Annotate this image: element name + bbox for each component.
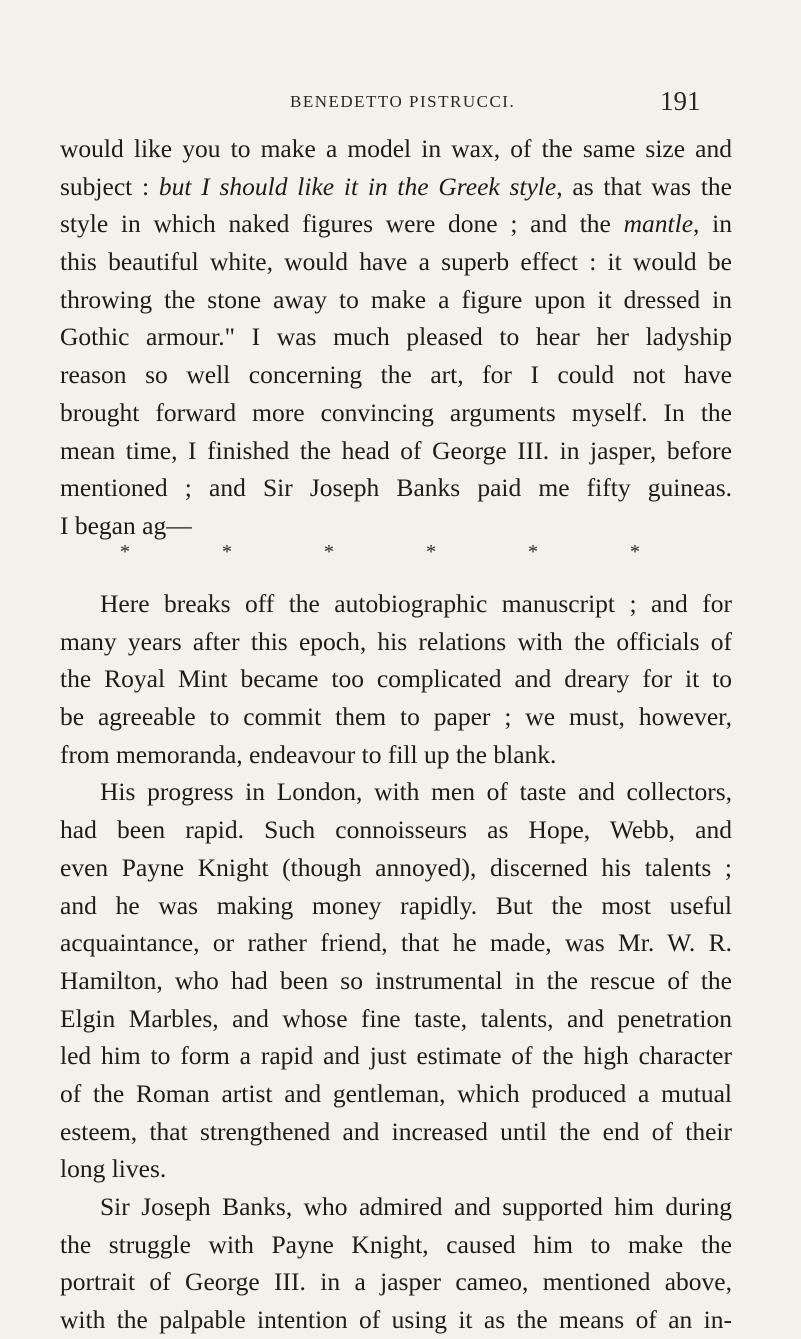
page-number: 191 — [660, 86, 701, 116]
text-line: and he was making money rapidly. But the most useful — [60, 890, 732, 920]
text-line: the struggle with Payne Knight, caused him to make the — [60, 1229, 732, 1259]
italic-text: mantle — [623, 209, 694, 239]
italic-text: but I should like it in the Greek style — [158, 171, 557, 201]
text-line: Gothic armour." I was much pleased to hear her ladyship — [60, 322, 732, 352]
asterisk: * — [630, 541, 640, 563]
text-line: mentioned ; and Sir Joseph Banks paid me fifty guineas. — [60, 473, 732, 503]
paragraph-letter-quote — [60, 130, 732, 545]
text-line: of the Roman artist and gentleman, which produced a mutual — [60, 1078, 732, 1108]
asterisk: * — [324, 541, 334, 563]
asterisk: * — [426, 541, 436, 563]
text-line: Sir Joseph Banks, who admired and supported him during — [100, 1192, 732, 1221]
text-line: Here breaks off the autobiographic manuscript ; and for — [100, 589, 732, 618]
text-line: I began ag— — [60, 510, 192, 540]
section-break-asterisks — [120, 541, 640, 564]
text-line: acquaintance, or rather friend, that he made, was Mr. W. R. — [60, 928, 732, 958]
running-head: BENEDETTO PISTRUCCI. — [290, 92, 516, 111]
text-line: reason so well concerning the art, for I could not have — [60, 360, 732, 390]
text-line: His progress in London, with men of taste and collectors, — [100, 777, 732, 807]
asterisk: * — [528, 541, 538, 563]
text-line: with the palpable intention of using it as the means of an in- — [60, 1305, 732, 1335]
text-line: esteem, that strengthened and increased until the end of their — [60, 1116, 732, 1146]
text-line: brought forward more convincing arguments myself. In the — [60, 397, 732, 427]
text-line: this beautiful white, would have a superb effect : it would be — [60, 247, 732, 277]
text-line: mean time, I finished the head of George III. in jasper, before — [60, 435, 732, 465]
text-line: would like you to make a model in wax, of the same size and — [60, 134, 732, 163]
text-line: style in which naked figures were done ; and the mantle, in — [60, 209, 732, 239]
asterisk: * — [120, 541, 130, 563]
narrative-text — [60, 585, 732, 1339]
text-line: Hamilton, who had been so instrumental in the rescue of the — [60, 965, 732, 995]
text-line: led him to form a rapid and just estimate of the high character — [60, 1041, 732, 1071]
text-line: portrait of George III. in a jasper cameo, mentioned above, — [60, 1267, 732, 1297]
text-line: long lives. — [60, 1154, 167, 1184]
asterisk: * — [222, 541, 232, 563]
text-line: had been rapid. Such connoisseurs as Hope, Webb, and — [60, 815, 732, 845]
text-line: the Royal Mint became too complicated and dreary for it to — [60, 664, 732, 694]
text-line: subject : but I should like it in the Greek style, as that was the — [60, 171, 732, 201]
text-line: throwing the stone away to make a figure upon it dressed in — [60, 284, 732, 314]
text-line: Elgin Marbles, and whose fine taste, talents, and penetration — [60, 1003, 732, 1033]
text-line: be agreeable to commit them to paper ; we must, however, — [60, 702, 732, 732]
page-header — [0, 86, 801, 122]
text-line: from memoranda, endeavour to fill up the blank. — [60, 739, 557, 769]
text-line: even Payne Knight (though annoyed), discerned his talents ; — [60, 852, 732, 882]
text-line: many years after this epoch, his relations with the officials of — [60, 626, 732, 656]
